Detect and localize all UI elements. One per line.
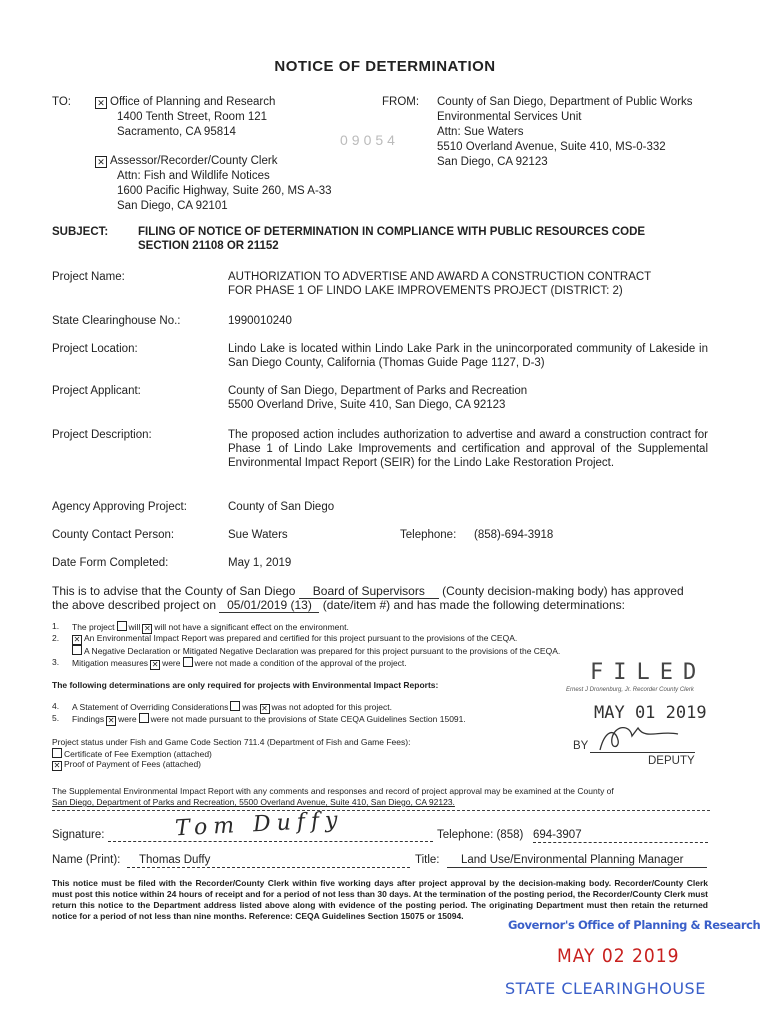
det-text: A Statement of Overriding Considerations [72, 702, 229, 712]
seir-note: The Supplemental Environmental Impact Report with any comments and responses and record of project approval may be examined at the County of [52, 786, 614, 796]
to2-line: Assessor/Recorder/County Clerk [110, 155, 278, 167]
deputy-label: DEPUTY [648, 755, 695, 767]
applicant-value: 5500 Overland Drive, Suite 410, San Diego, CA 92123 [228, 399, 506, 411]
page-title: NOTICE OF DETERMINATION [274, 58, 496, 75]
sch-label: State Clearinghouse No.: [52, 315, 181, 327]
empty-checkbox-icon [183, 657, 193, 667]
checked-checkbox-icon: ✕ [261, 704, 268, 713]
checked-checkbox-icon: ✕ [95, 156, 107, 168]
subject-label: SUBJECT: [52, 226, 109, 238]
checked-checkbox-icon: ✕ [53, 761, 61, 770]
eir-heading: The following determinations are only required for projects with Environmental Impact Reports: [52, 680, 439, 690]
determination-2a [72, 633, 517, 645]
to2-line: 1600 Pacific Highway, Suite 260, MS A-33 [117, 185, 332, 197]
subject-line: FILING OF NOTICE OF DETERMINATION IN COMPLIANCE WITH PUBLIC RESOURCES CODE [138, 226, 646, 238]
deputy-signature-icon [590, 720, 690, 756]
signature-line [108, 841, 433, 842]
det-num: 5. [52, 713, 60, 723]
to-label: TO: [52, 96, 71, 108]
opr-stamp-office: Governor's Office of Planning & Research [508, 918, 761, 932]
advise-text: the above described project on [52, 598, 217, 612]
date-value: May 1, 2019 [228, 557, 292, 569]
clerk-name: Ernest J Dronenburg, Jr. Recorder County Clerk [566, 687, 694, 693]
from-line: County of San Diego, Department of Public Works [437, 96, 693, 108]
from-line: Attn: Sue Waters [437, 126, 524, 138]
determination-5 [72, 713, 466, 726]
det-text: An Environmental Impact Report was prepared and certified for this project pursuant to the provisions of the CEQA. [84, 633, 518, 643]
fishgame-payment [52, 759, 201, 771]
determination-3 [72, 657, 407, 670]
sch-value: 1990010240 [228, 315, 292, 327]
advise-line-2 [52, 598, 625, 613]
determination-2b [72, 645, 560, 657]
det-num: 1. [52, 621, 60, 631]
description-label: Project Description: [52, 429, 152, 441]
det-text: was [242, 702, 258, 712]
det-text: were [118, 714, 137, 724]
faint-stamp: 09054 [340, 132, 399, 148]
det-text: will not have a significant effect on the environment. [154, 622, 349, 632]
det-text: Mitigation measures [72, 658, 149, 668]
empty-checkbox-icon [139, 713, 149, 723]
contact-value: Sue Waters [228, 529, 288, 541]
sig-telephone-label: Telephone: (858) [437, 829, 524, 841]
footer-instructions: This notice must be filed with the Recorder/County Clerk within five working days after project approval by the decision-making body. Recorder/County Clerk must post this notice within 24 hours of receipt and for a period of not less than 30 days. At the termination of the posting period, the Recorder/County Clerk must return this notice to the Department address listed above along with evidence of the posting period. The originating Department must then retain the returned notice for a period of not less than nine months. Reference: CEQA Guidelines Section 15075 or 15094. [52, 878, 708, 921]
telephone-label: Telephone: [400, 529, 457, 541]
subject-line: SECTION 21108 OR 21152 [138, 240, 279, 252]
filed-stamp: FILED [590, 660, 707, 685]
to1-line: Sacramento, CA 95814 [117, 126, 236, 138]
advise-text: (date/item #) and has made the following determinations: [322, 598, 625, 612]
det-text: were [162, 658, 181, 668]
to-office-planning [95, 95, 275, 109]
date-label: Date Form Completed: [52, 557, 169, 569]
name-value: Thomas Duffy [127, 853, 410, 868]
signature-label: Signature: [52, 829, 105, 841]
det-text: The project [72, 622, 115, 632]
agency-value: County of San Diego [228, 501, 335, 513]
det-text: was not adopted for this project. [271, 702, 393, 712]
name-label: Name (Print): [52, 854, 121, 866]
fishgame-status: Project status under Fish and Game Code Section 711.4 (Department of Fish and Game Fees): [52, 737, 411, 747]
checked-checkbox-icon: ✕ [107, 716, 115, 725]
to1-line: Office of Planning and Research [110, 96, 276, 108]
project-name-label: Project Name: [52, 271, 125, 283]
fishgame-text: Certificate of Fee Exemption (attached) [64, 749, 212, 759]
from-line: San Diego, CA 92123 [437, 156, 548, 168]
applicant-value: County of San Diego, Department of Parks and Recreation [228, 385, 528, 397]
telephone-value: (858)-694-3918 [474, 529, 554, 541]
empty-checkbox-icon [52, 748, 62, 758]
advise-line-1 [52, 584, 684, 599]
applicant-label: Project Applicant: [52, 385, 141, 397]
det-text: A Negative Declaration or Mitigated Negative Declaration was prepared for this project pursuant to the provisions of the CEQA. [84, 646, 561, 656]
title-value: Land Use/Environmental Planning Manager [447, 853, 707, 868]
from-line: 5510 Overland Avenue, Suite 410, MS-0-332 [437, 141, 666, 153]
empty-checkbox-icon [72, 645, 82, 655]
checked-checkbox-icon: ✕ [95, 97, 107, 109]
location-label: Project Location: [52, 343, 138, 355]
contact-label: County Contact Person: [52, 529, 175, 541]
checked-checkbox-icon: ✕ [151, 660, 159, 669]
from-line: Environmental Services Unit [437, 111, 582, 123]
sig-telephone-value: 694-3907 [533, 828, 708, 843]
filed-by-label: BY [573, 740, 589, 752]
signature-handwriting: Tom Duffy [174, 807, 345, 842]
filed-date: MAY 01 2019 [594, 703, 707, 723]
empty-checkbox-icon [117, 621, 127, 631]
det-num: 3. [52, 657, 60, 667]
det-text: were not made pursuant to the provisions of State CEQA Guidelines Section 15091. [150, 714, 466, 724]
det-num: 4. [52, 701, 60, 711]
to-assessor [95, 154, 277, 168]
description-value: The proposed action includes authorization to advertise and award a construction contract for Phase 1 of Lindo Lake Improvements and certification and approval of the Supplemental Environmental Impact Report (SEIR) for the Lindo Lake Restoration Project. [228, 429, 708, 469]
location-value: Lindo Lake is located within Lindo Lake Park in the unincorporated community of Lakeside in San Diego County, California (Thomas Guide Page 1127, D-3) [228, 343, 708, 369]
advise-text: This is to advise that the County of San Diego [52, 584, 296, 598]
seir-address: San Diego, Department of Parks and Recreation, 5500 Overland Avenue, Suite 410, San Diego, CA 92123. [52, 797, 455, 807]
det-num: 2. [52, 633, 60, 643]
to2-line: San Diego, CA 92101 [117, 200, 228, 212]
opr-stamp-clearinghouse: STATE CLEARINGHOUSE [505, 979, 706, 998]
to1-line: 1400 Tenth Street, Room 121 [117, 111, 268, 123]
agency-label: Agency Approving Project: [52, 501, 187, 513]
det-text: were not made a condition of the approval of the project. [194, 658, 407, 668]
checked-checkbox-icon: ✕ [73, 635, 81, 644]
divider [52, 810, 710, 811]
title-label: Title: [415, 854, 440, 866]
det-text: Findings [72, 714, 105, 724]
det-text: will [128, 622, 141, 632]
date-item-value: 05/01/2019 (13) [219, 598, 319, 613]
fishgame-text: Proof of Payment of Fees (attached) [64, 759, 202, 769]
checked-checkbox-icon: ✕ [143, 624, 151, 633]
project-name-value: FOR PHASE 1 OF LINDO LAKE IMPROVEMENTS PROJECT (DISTRICT: 2) [228, 285, 623, 297]
project-name-value: AUTHORIZATION TO ADVERTISE AND AWARD A CONSTRUCTION CONTRACT [228, 271, 652, 283]
advise-text: (County decision-making body) has approved [442, 584, 684, 598]
from-label: FROM: [382, 96, 420, 108]
decision-body-value: Board of Supervisors [299, 584, 439, 599]
empty-checkbox-icon [230, 701, 240, 711]
to2-line: Attn: Fish and Wildlife Notices [117, 170, 270, 182]
opr-stamp-date: MAY 02 2019 [557, 945, 680, 967]
